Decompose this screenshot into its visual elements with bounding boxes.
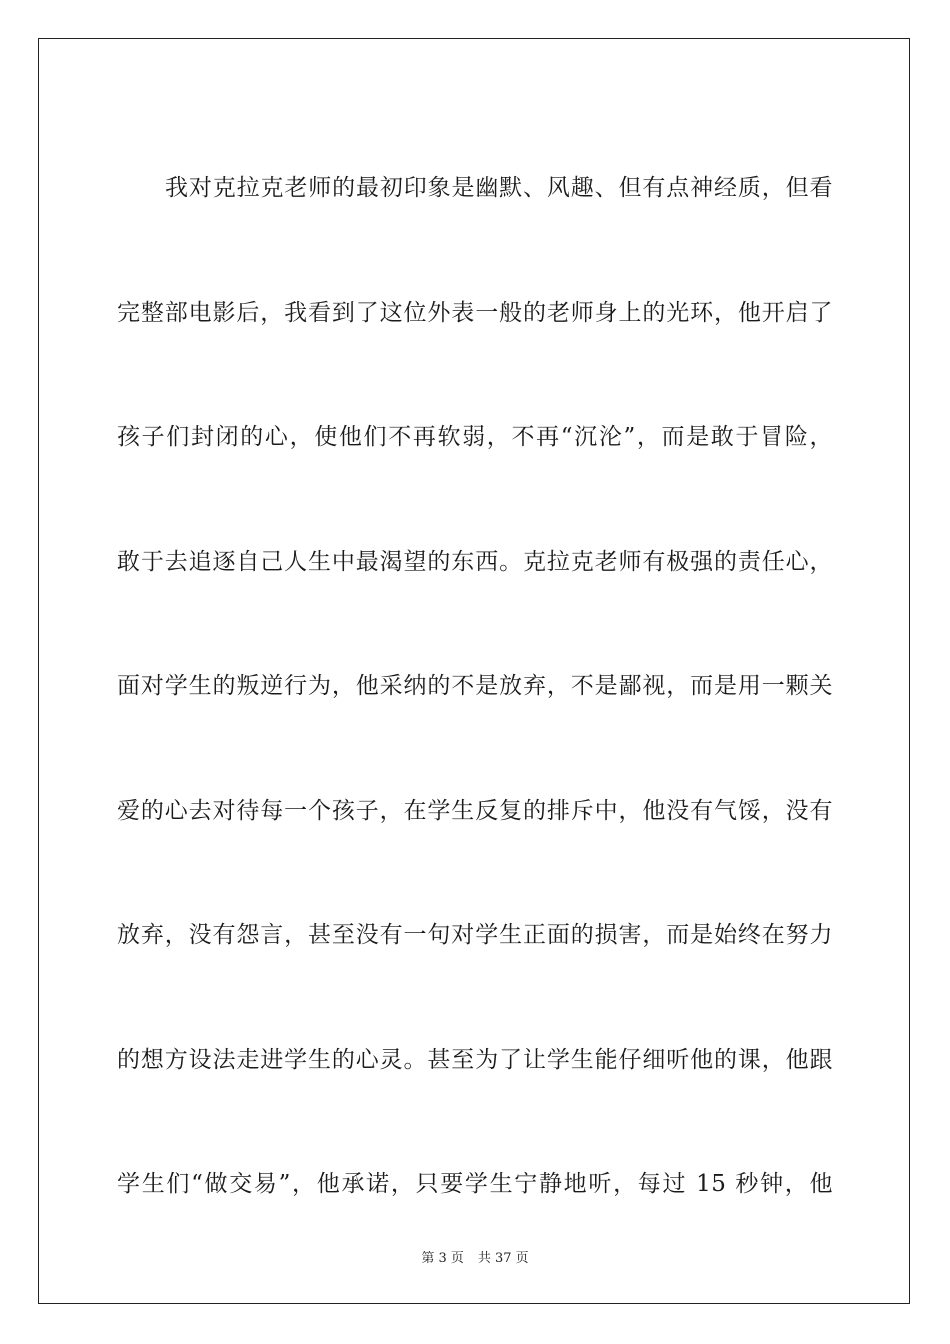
body-line: 面对学生的叛逆行为，他采纳的不是放弃，不是鄙视，而是用一颗关 xyxy=(117,673,833,699)
page-number: 第 3 页 xyxy=(421,1251,464,1266)
body-line: 我对克拉克老师的最初印象是幽默、风趣、但有点神经质，但看 xyxy=(165,175,833,201)
page-total: 共 37 页 xyxy=(477,1251,529,1266)
body-line: 放弃，没有怨言，甚至没有一句对学生正面的损害，而是始终在努力 xyxy=(117,922,833,948)
document-body xyxy=(117,126,833,1247)
page-footer xyxy=(0,1247,950,1266)
body-line: 爱的心去对待每一个孩子，在学生反复的排斥中，他没有气馁，没有 xyxy=(117,797,833,824)
body-line: 敢于去追逐自己人生中最渴望的东西。克拉克老师有极强的责任心， xyxy=(117,548,833,575)
body-line: 完整部电影后，我看到了这位外表一般的老师身上的光环，他开启了 xyxy=(117,299,833,326)
body-line: 的想方设法走进学生的心灵。甚至为了让学生能仔细听他的课，他跟 xyxy=(117,1046,833,1073)
body-line: 学生们“做交易”，他承诺，只要学生宁静地听，每过 15 秒钟，他 xyxy=(117,1171,833,1197)
body-line: 孩子们封闭的心，使他们不再软弱，不再“沉沦”，而是敢于冒险， xyxy=(117,424,833,450)
